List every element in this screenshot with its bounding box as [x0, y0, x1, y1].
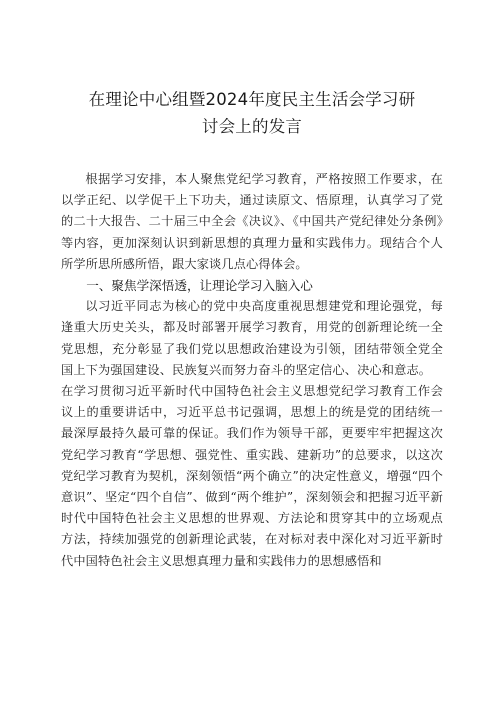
intro-paragraph: 根据学习安排，本人聚焦党纪学习教育，严格按照工作要求，在以学正纪、以学促干上下功夫，通过读原文、悟原理，认真学习了党的二十大报告、二十届三中全会《决议》、《中国共产党纪律处分条例》等内容，更加深刻认识到新思想的真理力量和实践伟力。现结合个人所学所思所感所悟，跟大家谈几点心得体会。: [61, 172, 443, 271]
document-title: [61, 86, 443, 140]
title-line-2: 讨会上的发言: [201, 117, 303, 136]
section-1-paragraph-1: 以习近平同志为核心的党中央高度重视思想建党和理论强党，每逢重大历史关头，都及时部署开展学习教育，用党的创新理论统一全党思想，充分彰显了我们党以思想政治建设为引领，团结带领全党全国上下为强国建设、民族复兴而努力奋斗的坚定信心、决心和意志。: [61, 299, 443, 377]
title-line-1: 在理论中心组暨2024年度民主生活会学习研: [88, 90, 416, 109]
section-1-heading: 一、聚焦学深悟透，让理论学习入脑入心: [86, 278, 313, 294]
document-body: [61, 169, 443, 572]
section-1-paragraph-2: 在学习贯彻习近平新时代中国特色社会主义思想党纪学习教育工作会议上的重要讲话中，习近平总书记强调，思想上的统是党的团结统一最深厚最持久最可靠的保证。我们作为领导干部，更要牢牢把握这次党纪学习教育“学思想、强党性、重实践、建新功”的总要求，以这次党纪学习教育为契机，深刻领悟“两个确立”的决定性意义，增强“四个意识”、坚定“四个自信”、做到“两个维护”，深刻领会和把握习近平新时代中国特色社会主义思想的世界观、方法论和贯穿其中的立场观点方法，持续加强党的创新理论武装，在对标对表中深化对习近平新时代中国特色社会主义思想真理力量和实践伟力的思想感悟和: [61, 384, 443, 568]
